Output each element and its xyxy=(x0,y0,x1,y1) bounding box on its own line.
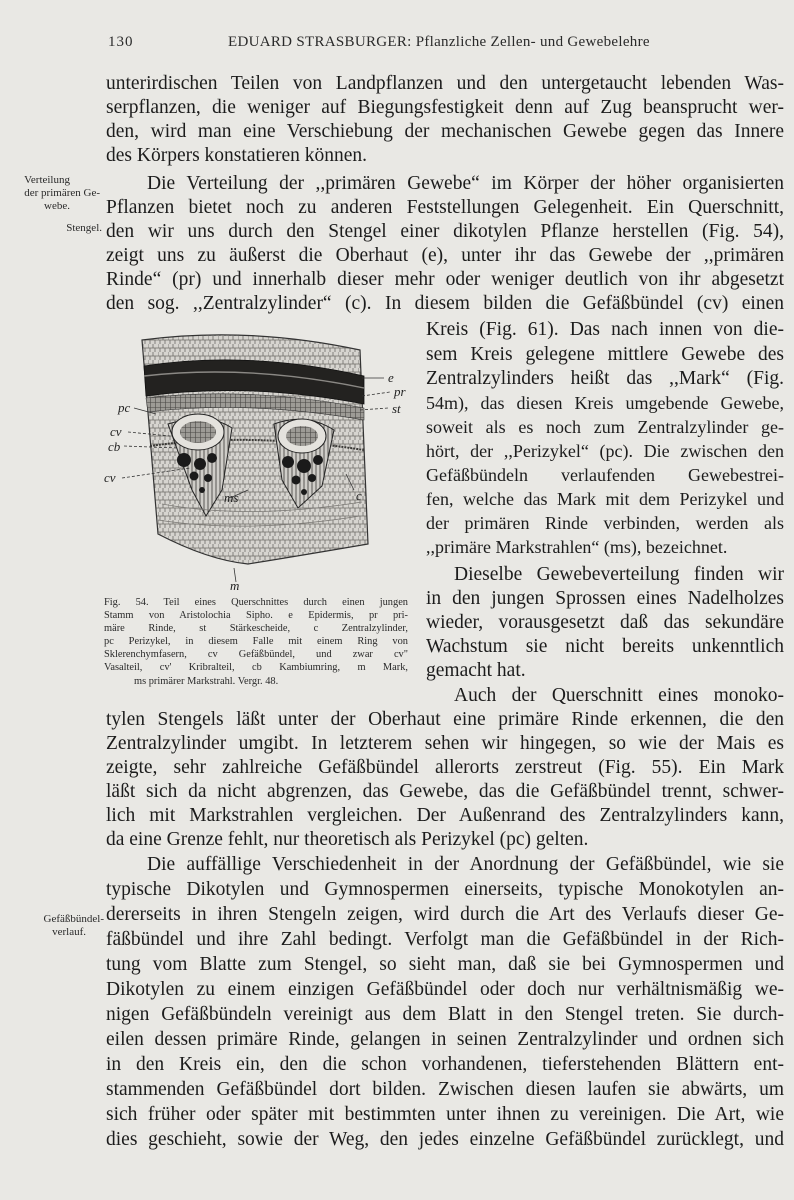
label-cv: cv xyxy=(110,424,122,439)
label-st: st xyxy=(392,401,401,416)
running-header xyxy=(104,34,784,56)
text-line: zeigt uns zu äußerst die Oberhaut (e), unter ihr das Gewebe der ,,primären xyxy=(106,245,784,266)
caption-line: märe Rinde, st Stärkescheide, c Zentralzylinder, xyxy=(104,623,408,635)
text-line: Die auffällige Verschiedenheit in der Anordnung der Gefäßbündel, wie sie xyxy=(147,854,784,875)
text-line: nigen Gefäßbündeln vereinigt aus dem Blatt in den Stengel treten. Sie durch- xyxy=(106,1004,784,1025)
text-line: in den jungen Sprossen eines Nadelholzes xyxy=(426,588,784,609)
margin-note-verteilung xyxy=(4,174,100,213)
margin-note-gefaessbuendel xyxy=(4,913,104,939)
label-e: e xyxy=(388,370,394,385)
text-line: ,,primäre Markstrahlen“ (ms), bezeichnet. xyxy=(426,537,728,557)
running-title: EDUARD STRASBURGER: Pflanzliche Zellen- und Gewebelehre xyxy=(228,34,650,50)
margin-note-line: Gefäßbündel- xyxy=(43,913,104,925)
label-cv-vasal: cv xyxy=(104,470,116,485)
text-line: Zentralzylinder umgibt. In letzterem sehen wir hingegen, so wie der Mais es xyxy=(106,733,784,754)
text-line: Auch der Querschnitt eines monoko- xyxy=(454,685,784,706)
margin-note-line: Verteilung xyxy=(24,174,70,186)
caption-line: pc Perizykel, in diesem Falle mit einem Ring von xyxy=(104,636,408,648)
text-line: dererseits in ihren Stengeln zeigen, wird durch die Art des Verlaufs dieser Ge- xyxy=(106,904,784,925)
text-line: da eine Grenze fehlt, nur theoretisch als Perizykel (pc) gelten. xyxy=(106,829,589,850)
page-number: 130 xyxy=(108,34,134,50)
caption-line: ms primärer Markstrahl. Vergr. 48. xyxy=(134,675,279,687)
text-line: typische Dikotylen und Gymnospermen einerseits, typische Monokotylen an- xyxy=(106,879,784,900)
margin-note-line: Stengel. xyxy=(66,222,102,234)
text-line: Gefäßbündeln verlaufenden Gewebestrei- xyxy=(426,465,784,485)
text-line: sich früher oder später mit bestimmten unter ihnen zu vereinigen. Die Art, wie xyxy=(106,1104,784,1125)
text-line: zeigte, sehr zahlreiche Gefäßbündel allerorts zerstreut (Fig. 55). Ein Mark xyxy=(106,757,784,778)
text-line: gemacht hat. xyxy=(426,660,526,681)
text-line: Rinde“ (pr) und innerhalb dieser mehr oder weniger deutlich von ihr abgesetzt xyxy=(106,269,784,290)
figure-caption xyxy=(104,596,408,688)
stem-cross-section-illustration xyxy=(98,320,420,592)
text-line: Pflanzen bietet noch zu anderen Feststellungen Gelegenheit. Ein Querschnitt, xyxy=(106,197,784,218)
text-line: Zentralzylinders heißt das ,,Mark“ (Fig. xyxy=(426,368,784,389)
margin-note-line: verlauf. xyxy=(52,926,86,938)
label-cb: cb xyxy=(108,439,121,454)
text-line: wieder, vorausgesetzt daß das sekundäre xyxy=(426,612,784,633)
text-line: serpflanzen, die weniger auf Biegungsfestigkeit denn auf Zug beansprucht wer- xyxy=(106,97,784,118)
text-line: stammenden Gefäßbündel dort bilden. Zwischen diesen laufen sie abwärts, um xyxy=(106,1079,784,1100)
text-line: der primären Rinde verbinden, werden als xyxy=(426,513,784,533)
figure-54 xyxy=(98,320,420,592)
text-line: den sog. ,,Zentralzylinder“ (c). In diesem bilden die Gefäßbündel (cv) einen xyxy=(106,293,784,314)
text-line: läßt sich da nicht abgrenzen, das Gewebe, das die Gefäßbündel trennt, schwer- xyxy=(106,781,784,802)
text-line: des Körpers konstatieren können. xyxy=(106,145,368,166)
text-line: fen, welche das Mark mit dem Perizykel und xyxy=(426,489,784,509)
text-line: in den Kreis ein, den die schon vorhandenen, tieferstehenden Blättern ent- xyxy=(106,1054,784,1075)
caption-line: Vasalteil, cv' Kribralteil, cb Kambiumring, m Mark, xyxy=(104,662,408,674)
text-line: fäßbündel und ihre Zahl bedingt. Verfolgt man die Gefäßbündel in der Rich- xyxy=(106,929,784,950)
text-line: 54m), das diesen Kreis umgebende Gewebe, xyxy=(426,393,784,413)
text-line: dies geschieht, sowie der Weg, den jedes einzelne Gefäßbündel zurücklegt, und xyxy=(106,1129,784,1150)
label-pc: pc xyxy=(118,400,131,415)
text-line: Wachstum sie nicht bereits unkenntlich xyxy=(426,636,784,657)
caption-line: Sklerenchymfasern, cv Gefäßbündel, und zwar cv" xyxy=(104,649,408,661)
text-line: tylen Stengels läßt unter der Oberhaut eine primäre Rinde erkennen, die den xyxy=(106,709,784,730)
label-pr: pr xyxy=(394,384,406,399)
text-line: hört, der ,,Perizykel“ (pc). Die zwischen den xyxy=(426,441,784,461)
margin-note-stengel xyxy=(4,222,102,235)
text-line: Die Verteilung der ,,primären Gewebe“ im Körper der höher organisierten xyxy=(147,173,784,194)
label-c: c xyxy=(356,488,362,503)
text-line: Kreis (Fig. 61). Das nach innen von die- xyxy=(426,319,784,340)
text-line: Dieselbe Gewebeverteilung finden wir xyxy=(454,564,784,585)
label-ms: ms xyxy=(224,490,239,505)
text-line: Dikotylen zu einem einzigen Gefäßbündel oder doch nur verhältnismäßig we- xyxy=(106,979,784,1000)
caption-line: Stamm von Aristolochia Sipho. e Epidermis, pr pri- xyxy=(104,610,408,622)
text-line: den, wird man eine Verschiebung der mechanischen Gewebe gegen das Innere xyxy=(106,121,784,142)
text-line: den wir uns durch den Stengel einer dikotylen Pflanze herstellen (Fig. 54), xyxy=(106,221,784,242)
margin-note-line: webe. xyxy=(44,200,70,212)
text-line: eilen dessen primäre Rinde, gelangen in seinen Zentralzylinder und ordnen sich xyxy=(106,1029,784,1050)
caption-line: Fig. 54. Teil eines Querschnittes durch einen jungen xyxy=(104,597,408,608)
margin-note-line: der primären Ge- xyxy=(24,187,100,199)
text-line: sem Kreis gelegene mittlere Gewebe des xyxy=(426,344,784,365)
text-line: unterirdischen Teilen von Landpflanzen und den untergetaucht lebenden Was- xyxy=(106,73,784,94)
text-line: soweit als es noch zum Zentralzylinder ge- xyxy=(426,417,784,437)
text-line: lich mit Markstrahlen vergleichen. Der Außenrand des Zentralzylinders kann, xyxy=(106,805,784,826)
label-m: m xyxy=(230,578,240,592)
text-line: tung vom Blatte zum Stengel, so sieht man, daß sie bei Gymnospermen und xyxy=(106,954,784,975)
